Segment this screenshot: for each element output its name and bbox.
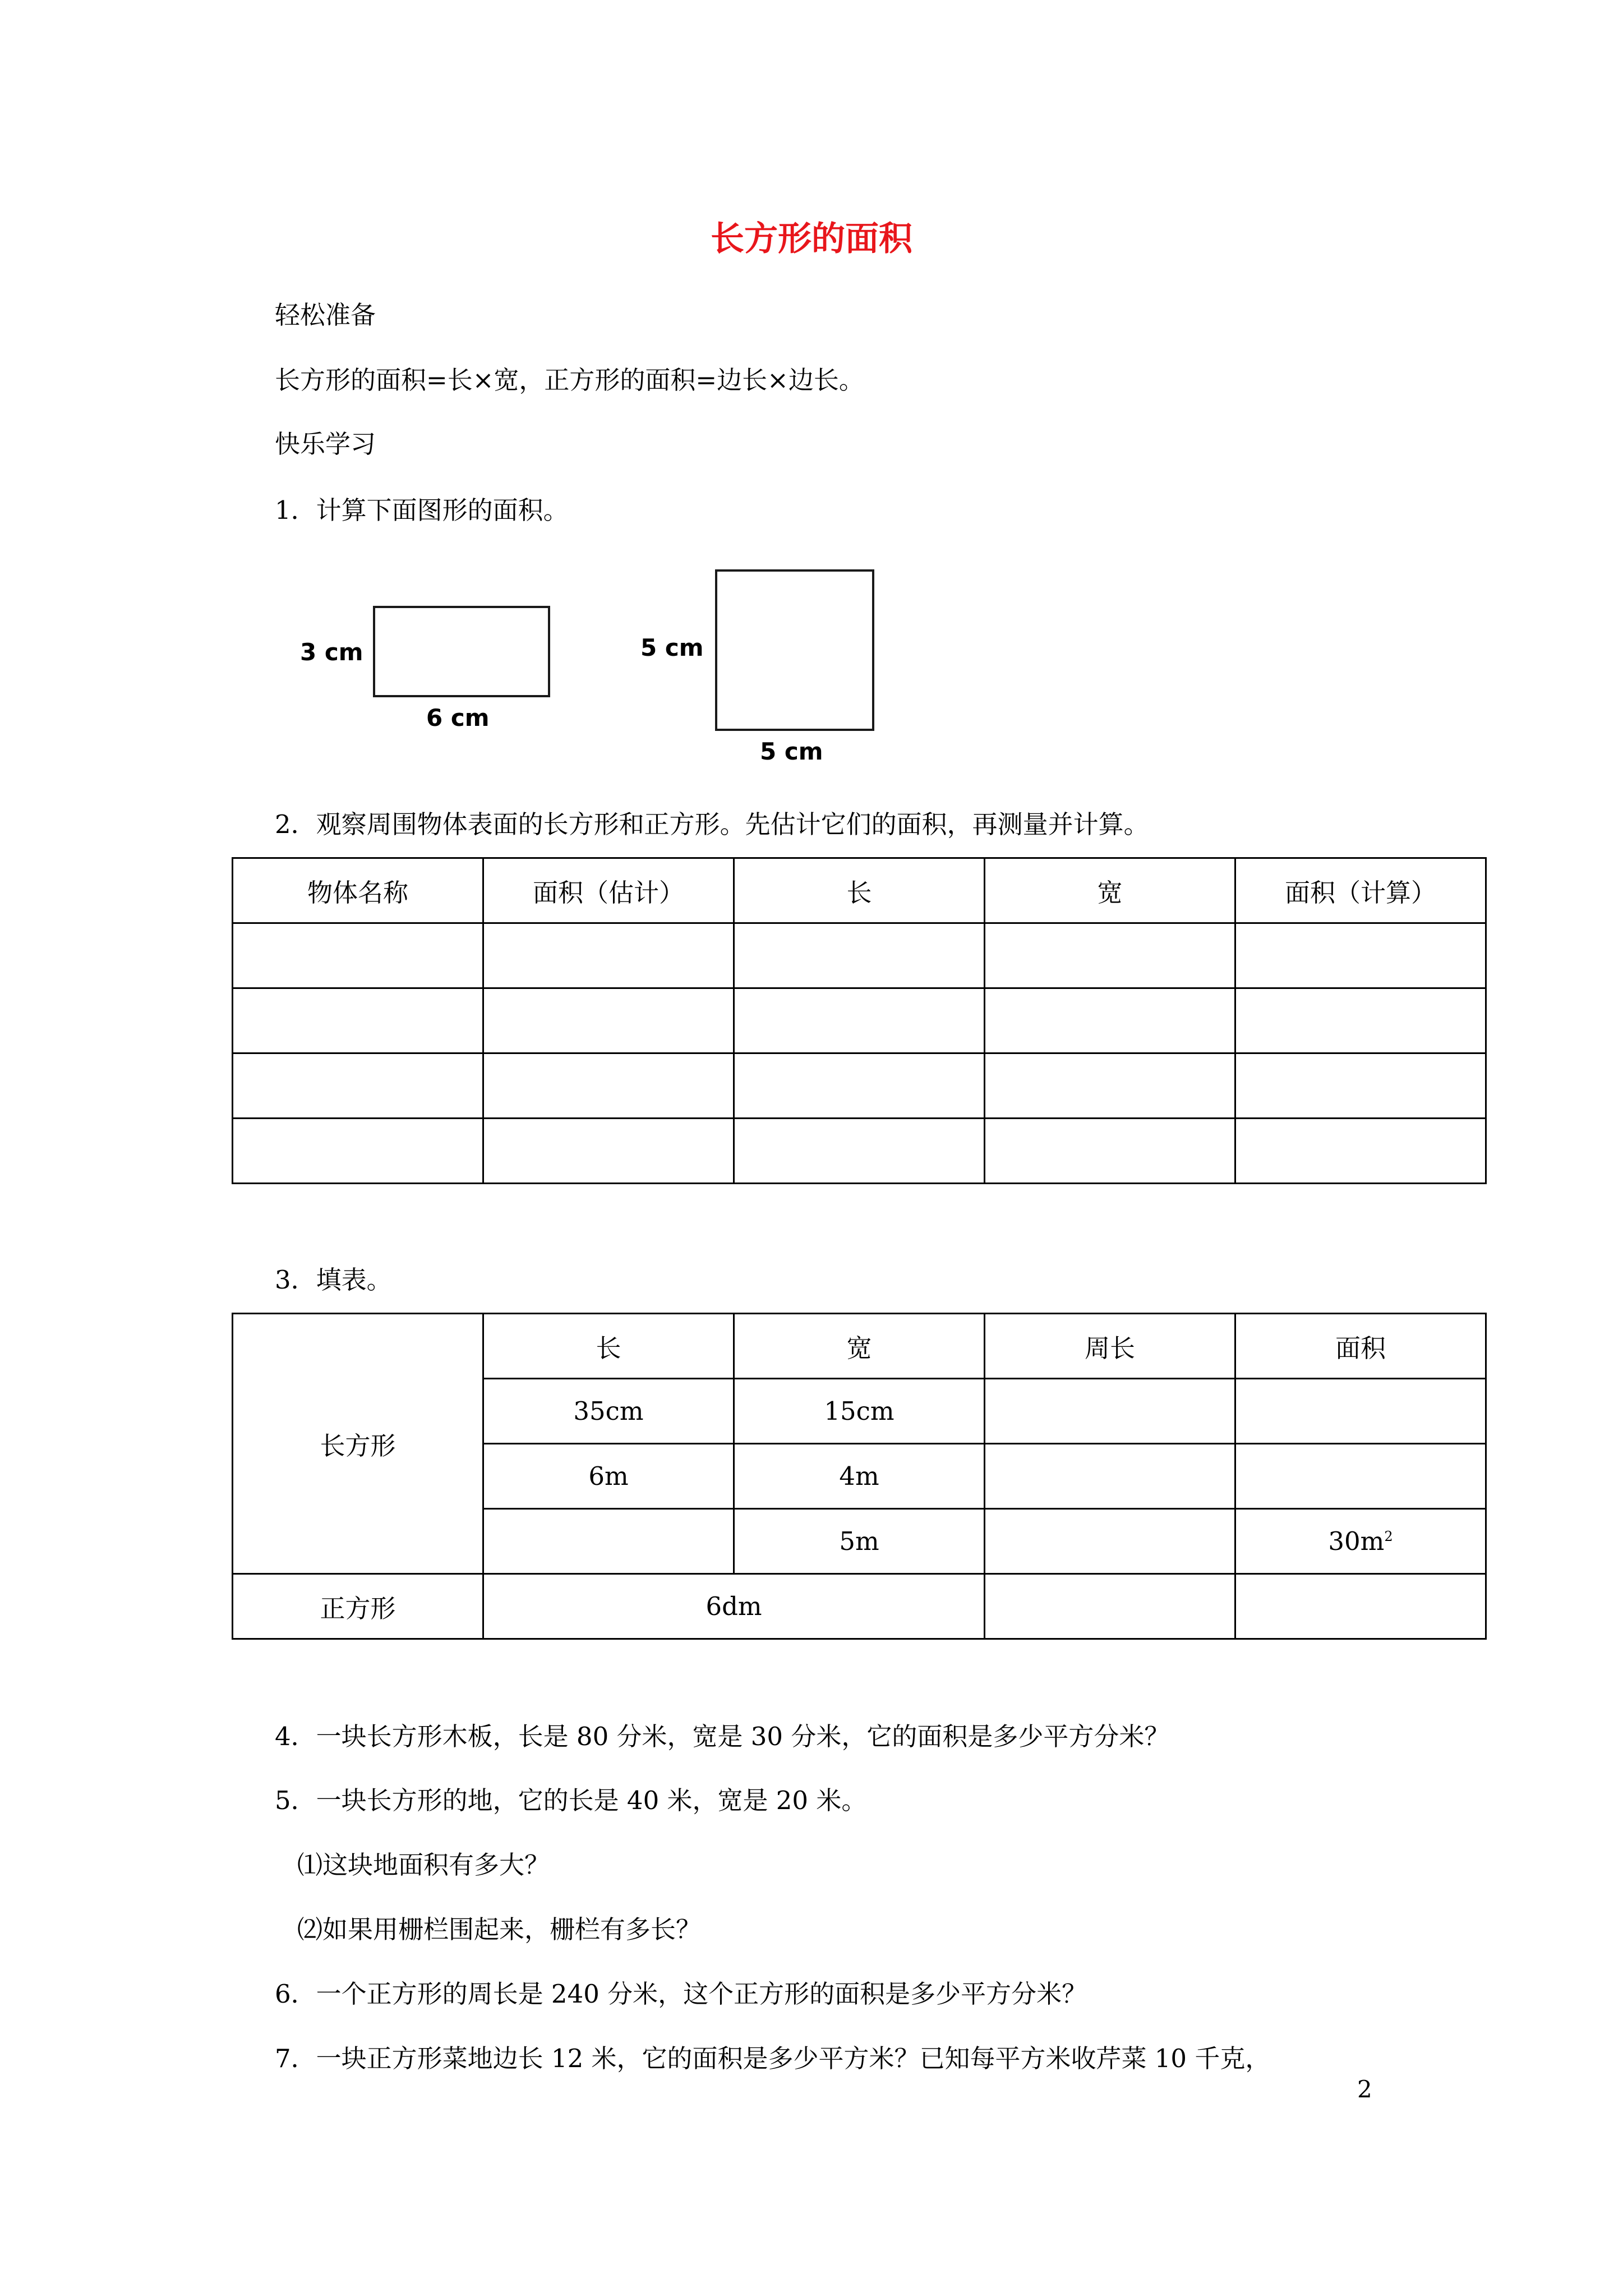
blank-cell[interactable] bbox=[233, 988, 483, 1053]
fill-table bbox=[232, 1313, 1487, 1640]
table-row bbox=[233, 1053, 1486, 1119]
question-7: 7．一块正方形菜地边长 12 米，它的面积是多少平方米？已知每平方米收芹菜 10 千克， bbox=[275, 2044, 1271, 2073]
section-learn-heading: 快乐学习 bbox=[275, 429, 376, 459]
cell-square-side: 6dm bbox=[483, 1574, 985, 1639]
blank-cell[interactable] bbox=[1235, 1053, 1486, 1119]
blank-cell[interactable] bbox=[734, 988, 985, 1053]
blank-cell[interactable] bbox=[985, 988, 1235, 1053]
blank-cell[interactable] bbox=[1235, 988, 1486, 1053]
blank-cell[interactable] bbox=[483, 923, 734, 988]
blank-cell[interactable] bbox=[233, 1053, 483, 1119]
question-4: 4．一块长方形木板，长是 80 分米，宽是 30 分米，它的面积是多少平方分米？ bbox=[275, 1722, 1170, 1751]
blank-cell[interactable] bbox=[985, 1119, 1235, 1184]
header-area: 面积 bbox=[1235, 1314, 1486, 1379]
blank-cell[interactable] bbox=[985, 1053, 1235, 1119]
page-title: 长方形的面积 bbox=[711, 219, 912, 259]
table-header-row bbox=[233, 858, 1486, 923]
page-number: 2 bbox=[1357, 2076, 1372, 2103]
formula-line: 长方形的面积=长×宽，正方形的面积=边长×边长。 bbox=[275, 365, 864, 395]
cell-length: 35cm bbox=[483, 1379, 734, 1444]
question-3: 3．填表。 bbox=[275, 1265, 392, 1295]
cell-area-given bbox=[1235, 1509, 1486, 1574]
question-5: 5．一块长方形的地，它的长是 40 米，宽是 20 米。 bbox=[275, 1786, 867, 1815]
blank-cell[interactable] bbox=[985, 923, 1235, 988]
cell-perimeter[interactable] bbox=[985, 1574, 1235, 1639]
blank-cell[interactable] bbox=[734, 1053, 985, 1119]
blank-cell[interactable] bbox=[233, 1119, 483, 1184]
header-length: 长 bbox=[734, 858, 985, 923]
cell-perimeter[interactable] bbox=[985, 1444, 1235, 1509]
header-area-calc: 面积（计算） bbox=[1235, 858, 1486, 923]
blank-cell[interactable] bbox=[1235, 1119, 1486, 1184]
header-width: 宽 bbox=[985, 858, 1235, 923]
header-width: 宽 bbox=[734, 1314, 985, 1379]
rectangle-shape bbox=[373, 606, 550, 697]
area-exponent: 2 bbox=[1384, 1529, 1393, 1544]
question-2: 2．观察周围物体表面的长方形和正方形。先估计它们的面积，再测量并计算。 bbox=[275, 809, 1149, 839]
section-prep-heading: 轻松准备 bbox=[275, 300, 376, 330]
question-6: 6．一个正方形的周长是 240 分米，这个正方形的面积是多少平方分米？ bbox=[275, 1979, 1087, 2009]
cell-length[interactable] bbox=[483, 1509, 734, 1574]
square-row-label: 正方形 bbox=[233, 1574, 483, 1639]
cell-area[interactable] bbox=[1235, 1574, 1486, 1639]
rectangle-width-label: 6 cm bbox=[426, 704, 490, 731]
question-1: 1．计算下面图形的面积。 bbox=[275, 495, 569, 525]
cell-length: 6m bbox=[483, 1444, 734, 1509]
square-height-label: 5 cm bbox=[640, 634, 704, 661]
rectangle-height-label: 3 cm bbox=[300, 638, 363, 666]
cell-width: 5m bbox=[734, 1509, 985, 1574]
blank-cell[interactable] bbox=[483, 1053, 734, 1119]
table-row bbox=[233, 988, 1486, 1053]
table-row bbox=[233, 1574, 1486, 1639]
blank-cell[interactable] bbox=[734, 1119, 985, 1184]
blank-cell[interactable] bbox=[1235, 923, 1486, 988]
blank-cell[interactable] bbox=[233, 923, 483, 988]
square-shape bbox=[715, 569, 874, 731]
blank-cell[interactable] bbox=[483, 1119, 734, 1184]
header-object-name: 物体名称 bbox=[233, 858, 483, 923]
cell-perimeter[interactable] bbox=[985, 1509, 1235, 1574]
table-row bbox=[233, 923, 1486, 988]
blank-cell[interactable] bbox=[483, 988, 734, 1053]
rectangle-row-label: 长方形 bbox=[233, 1314, 483, 1574]
table-header-row bbox=[233, 1314, 1486, 1379]
cell-area[interactable] bbox=[1235, 1379, 1486, 1444]
cell-width: 4m bbox=[734, 1444, 985, 1509]
cell-area[interactable] bbox=[1235, 1444, 1486, 1509]
cell-perimeter[interactable] bbox=[985, 1379, 1235, 1444]
blank-cell[interactable] bbox=[734, 923, 985, 988]
header-perimeter: 周长 bbox=[985, 1314, 1235, 1379]
header-area-estimate: 面积（估计） bbox=[483, 858, 734, 923]
square-width-label: 5 cm bbox=[760, 738, 823, 765]
area-value: 30m bbox=[1328, 1526, 1385, 1556]
table-row bbox=[233, 1119, 1486, 1184]
cell-width: 15cm bbox=[734, 1379, 985, 1444]
question-5-part-1: ⑴这块地面积有多大？ bbox=[297, 1850, 550, 1880]
question-5-part-2: ⑵如果用栅栏围起来，栅栏有多长？ bbox=[297, 1915, 702, 1944]
estimate-table bbox=[232, 857, 1487, 1184]
header-length: 长 bbox=[483, 1314, 734, 1379]
